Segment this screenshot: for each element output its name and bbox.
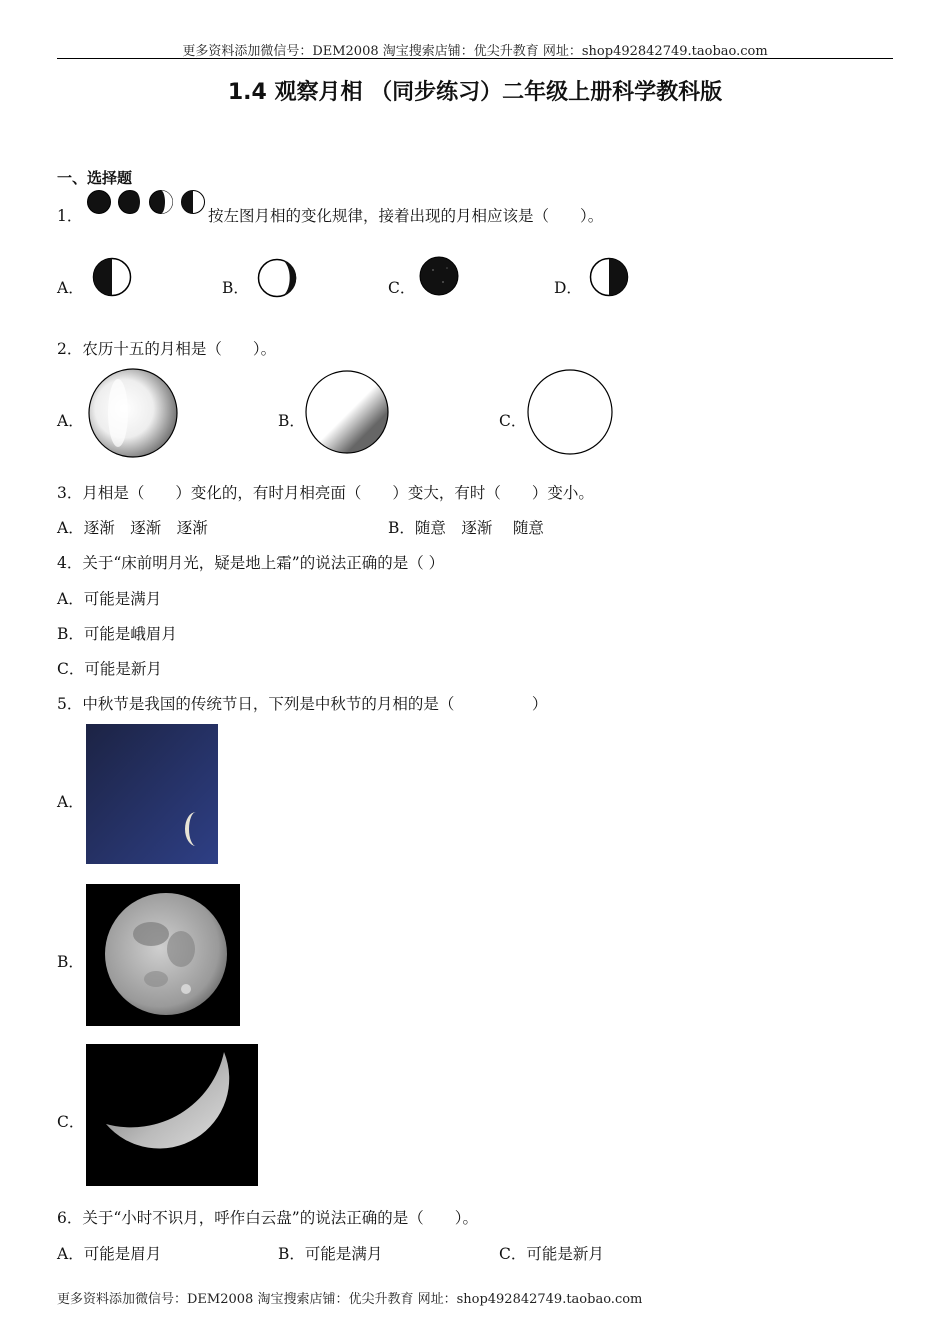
q1-question: 按左图月相的变化规律，接着出现的月相应该是（ ）。 xyxy=(208,207,604,225)
page-title: 1.4 观察月相 （同步练习）二年级上册科学教科版 xyxy=(227,80,723,105)
q2-option-b-label: B． xyxy=(278,412,305,430)
q1-moon-sequence-image xyxy=(86,188,208,216)
q1-option-a-moon-icon xyxy=(92,257,134,299)
q1-option-d-label: D． xyxy=(554,279,582,297)
q5-option-a-label: A． xyxy=(57,793,84,811)
q3-option-a: A．逐渐 逐渐 逐渐 xyxy=(57,519,208,537)
q2-option-a-moon-image xyxy=(88,368,180,458)
q1-number: 1． xyxy=(57,207,83,225)
q1-option-b-moon-icon xyxy=(257,258,299,300)
q1-option-c-moon-icon xyxy=(419,256,461,298)
q1-option-b-label: B． xyxy=(222,279,249,297)
page-header: 更多资料添加微信号：DEM2008 淘宝搜索店铺：优尖升教育 网址：shop492842749.taobao.com xyxy=(182,44,768,59)
q6-option-b: B．可能是满月 xyxy=(278,1245,383,1263)
q6-option-a: A．可能是眉月 xyxy=(57,1245,162,1263)
q4-option-a: A．可能是满月 xyxy=(57,590,162,608)
q1-option-d-moon-icon xyxy=(589,257,631,299)
section-heading: 一、选择题 xyxy=(57,169,133,187)
q5-option-c-crescent-photo xyxy=(86,1044,258,1186)
q4-option-b: B．可能是峨眉月 xyxy=(57,625,177,643)
q4-question: 4．关于“床前明月光，疑是地上霜”的说法正确的是（ ） xyxy=(57,554,445,572)
page-footer: 更多资料添加微信号：DEM2008 淘宝搜索店铺：优尖升教育 网址：shop492842749.taobao.com xyxy=(57,1292,643,1307)
q1-option-a-label: A． xyxy=(57,279,84,297)
q4-option-c: C．可能是新月 xyxy=(57,660,162,678)
q3-option-b: B．随意 逐渐 随意 xyxy=(388,519,544,537)
q5-question: 5．中秋节是我国的传统节日，下列是中秋节的月相的是（ ） xyxy=(57,695,548,713)
q5-option-c-label: C． xyxy=(57,1113,85,1131)
q2-option-c-moon-image xyxy=(527,369,615,457)
q2-question: 2．农历十五的月相是（ ）。 xyxy=(57,340,277,358)
q2-option-c-label: C． xyxy=(499,412,527,430)
q2-option-a-label: A． xyxy=(57,412,84,430)
q6-question: 6．关于“小时不识月，呼作白云盘”的说法正确的是（ ）。 xyxy=(57,1209,478,1227)
header-rule xyxy=(57,58,893,59)
q6-option-c: C．可能是新月 xyxy=(499,1245,604,1263)
q5-option-b-full-moon-photo xyxy=(86,884,240,1026)
q5-option-b-label: B． xyxy=(57,953,84,971)
q3-question: 3．月相是（ ）变化的，有时月相亮面（ ）变大，有时（ ）变小。 xyxy=(57,484,594,502)
q5-option-a-crescent-photo xyxy=(86,724,218,864)
q1-option-c-label: C． xyxy=(388,279,416,297)
q2-option-b-moon-image xyxy=(305,370,391,456)
